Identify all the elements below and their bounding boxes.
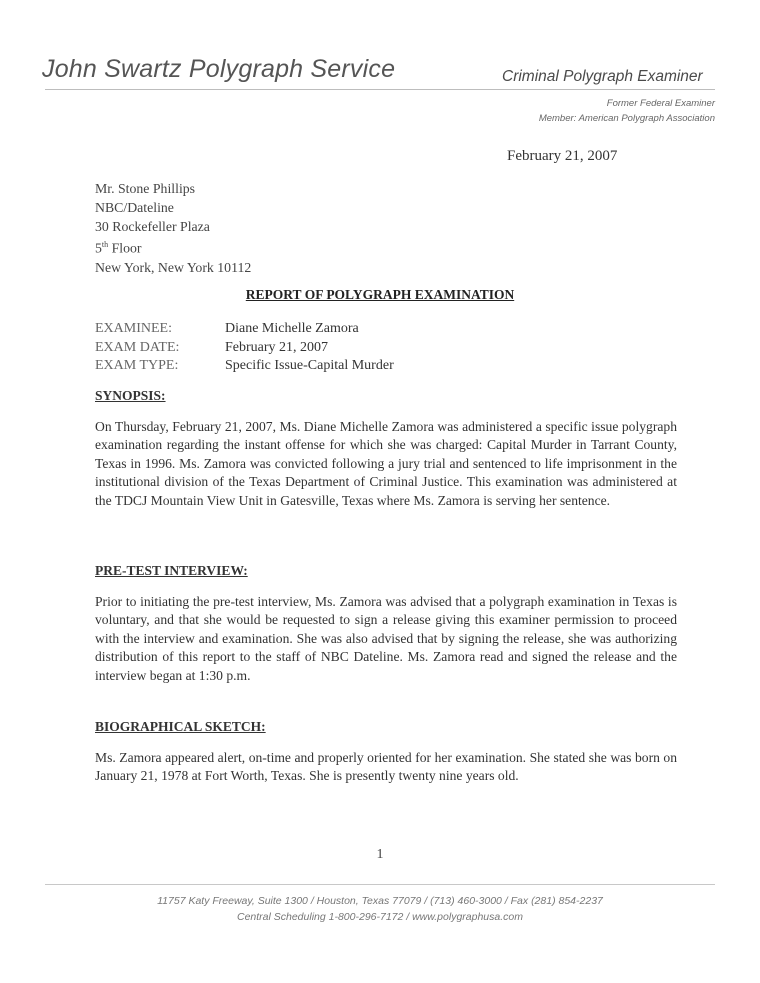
exam-row-type xyxy=(95,357,394,376)
letterhead-role: Criminal Polygraph Examiner xyxy=(502,68,703,85)
floor-number: 5 xyxy=(95,240,102,256)
examinee-label: EXAMINEE: xyxy=(95,321,172,336)
bio-section xyxy=(95,719,677,786)
recipient-street: 30 Rockefeller Plaza xyxy=(95,218,210,234)
recipient-name: Mr. Stone Phillips xyxy=(95,181,196,196)
floor-suffix: th xyxy=(101,240,109,250)
letterhead-credentials xyxy=(539,96,715,126)
letter-date: February 21, 2007 xyxy=(507,148,618,164)
exam-type-label: EXAM TYPE: xyxy=(95,358,179,373)
letterhead-divider xyxy=(45,89,715,90)
footer-divider xyxy=(45,884,715,885)
floor-word: Floor xyxy=(111,240,142,256)
page-number: 1 xyxy=(376,847,384,862)
credential-former-federal: Former Federal Examiner xyxy=(606,98,715,109)
recipient-address xyxy=(95,180,251,278)
pretest-section xyxy=(95,563,677,685)
recipient-floor xyxy=(95,236,251,258)
exam-info xyxy=(95,320,394,376)
credential-membership: Member: American Polygraph Association xyxy=(538,113,715,124)
pretest-heading: PRE-TEST INTERVIEW: xyxy=(95,563,248,578)
bio-heading: BIOGRAPHICAL SKETCH: xyxy=(95,719,266,734)
synopsis-heading: SYNOPSIS: xyxy=(95,388,166,403)
recipient-company: NBC/Dateline xyxy=(95,199,174,215)
recipient-city: New York, New York 10112 xyxy=(95,259,252,275)
exam-row-date xyxy=(95,339,394,358)
exam-type-value: Specific Issue-Capital Murder xyxy=(225,358,394,373)
synopsis-section xyxy=(95,388,677,510)
exam-date-value: February 21, 2007 xyxy=(225,339,329,355)
bio-text: Ms. Zamora appeared alert, on-time and properly oriented for her examination. She stated she was born on January 21, 1978 at Fort Worth, Texas. She is presently twenty nine years old. xyxy=(95,750,677,784)
report-title: REPORT OF POLYGRAPH EXAMINATION xyxy=(245,287,515,302)
examinee-value: Diane Michelle Zamora xyxy=(225,321,359,336)
pretest-text: Prior to initiating the pre-test interview, Ms. Zamora was advised that a polygraph examination in Texas is voluntary, and that she would be requested to sign a release giving this examiner permission to proceed with the interview and examination. She was also advised that by signing the release, she was authorizing distribution of this report to the staff of NBC Dateline. Ms. Zamora read and signed the release and the interview began at 1:30 p.m. xyxy=(95,594,677,683)
synopsis-text: On Thursday, February 21, 2007, Ms. Diane Michelle Zamora was administered a specific issue polygraph examination regarding the instant offense for which she was charged: Capital Murder in Tarrant County, Texas in 1996. Ms. Zamora was convicted following a jury trial and sentenced to life imprisonment in the institutional division of the Texas Department of Criminal Justice. This examination was administered at the TDCJ Mountain View Unit in Gatesville, Texas where Ms. Zamora is serving her sentence. xyxy=(95,419,677,508)
exam-row-examinee xyxy=(95,320,394,339)
footer-address: 11757 Katy Freeway, Suite 1300 / Houston, Texas 77079 / (713) 460-3000 / Fax (281) 854-2237 xyxy=(157,895,603,907)
footer-scheduling: Central Scheduling 1-800-296-7172 / www.polygraphusa.com xyxy=(236,911,523,923)
exam-date-label: EXAM DATE: xyxy=(95,339,180,355)
letterhead-brand: John Swartz Polygraph Service xyxy=(42,55,396,83)
